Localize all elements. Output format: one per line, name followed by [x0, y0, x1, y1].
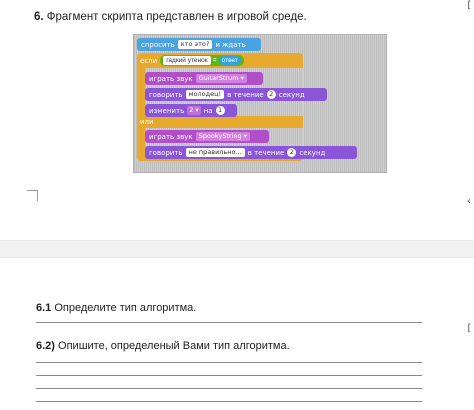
say2-text: не правильно... [186, 148, 245, 157]
else-label: или [140, 118, 154, 126]
equals-operator [160, 55, 244, 66]
page-break [0, 240, 474, 258]
bracket-mark-mid: ‹ [466, 196, 473, 207]
say2-during: в течение [247, 148, 285, 157]
say2-label: говорить [149, 148, 183, 157]
if-header [140, 55, 244, 66]
corner-mark [27, 190, 38, 201]
change-var: 2 ▾ [189, 106, 199, 114]
say1-during: в течение [227, 90, 264, 99]
answer-line-6-2-c[interactable] [36, 388, 422, 389]
subquestion-6-2 [36, 340, 290, 352]
sub1-text: Определите тип алгоритма. [54, 302, 197, 314]
change-num: 1 [216, 106, 225, 115]
answer-line-6-2-a[interactable] [36, 362, 422, 363]
if-op: = [212, 57, 217, 64]
question-number: 6. [34, 11, 44, 23]
ask-wait: и ждать [215, 40, 246, 49]
bracket-mark-lower: [ [466, 323, 473, 334]
say1-text: молодец! [186, 90, 225, 99]
say1-num: 2 [267, 90, 276, 99]
play1-label: играть звук [149, 74, 193, 83]
play-sound-block-2 [145, 130, 269, 143]
play2-label: играть звук [149, 132, 193, 141]
question-text: Фрагмент скрипта представлен в игровой среде. [46, 11, 307, 23]
say-block-1 [145, 88, 327, 101]
ask-label: спросить [141, 40, 175, 49]
sub2-number: 6.2) [36, 340, 55, 352]
change-label: изменить [149, 106, 185, 115]
answer-line-6-2-b[interactable] [36, 375, 422, 376]
play1-sound: GuitarStrum ▾ [196, 74, 247, 83]
question-title [34, 11, 307, 23]
answer-reporter: ответ [219, 56, 241, 65]
say1-label: говорить [149, 90, 183, 99]
play2-sound: SpookyString ▾ [196, 132, 250, 141]
change-by: на [203, 106, 213, 115]
say2-num: 2 [287, 148, 296, 157]
if-value: гадкий утенок [163, 56, 210, 65]
change-block [145, 104, 237, 117]
say-block-2 [145, 146, 357, 159]
if-label: если [140, 56, 158, 65]
say1-unit: секунд [278, 90, 305, 99]
say2-unit: секунд [299, 148, 326, 157]
answer-line-6-1[interactable] [36, 322, 422, 323]
subquestion-6-1 [36, 302, 196, 314]
ask-text: кто это? [178, 40, 213, 49]
sub2-text: Опишите, определеный Вами тип алгоритма. [58, 340, 290, 352]
bracket-mark-top: [ [466, 0, 473, 11]
ask-block [137, 38, 261, 51]
sub1-number: 6.1 [36, 302, 52, 314]
play-sound-block-1 [145, 72, 263, 85]
answer-line-6-2-d[interactable] [36, 401, 422, 402]
